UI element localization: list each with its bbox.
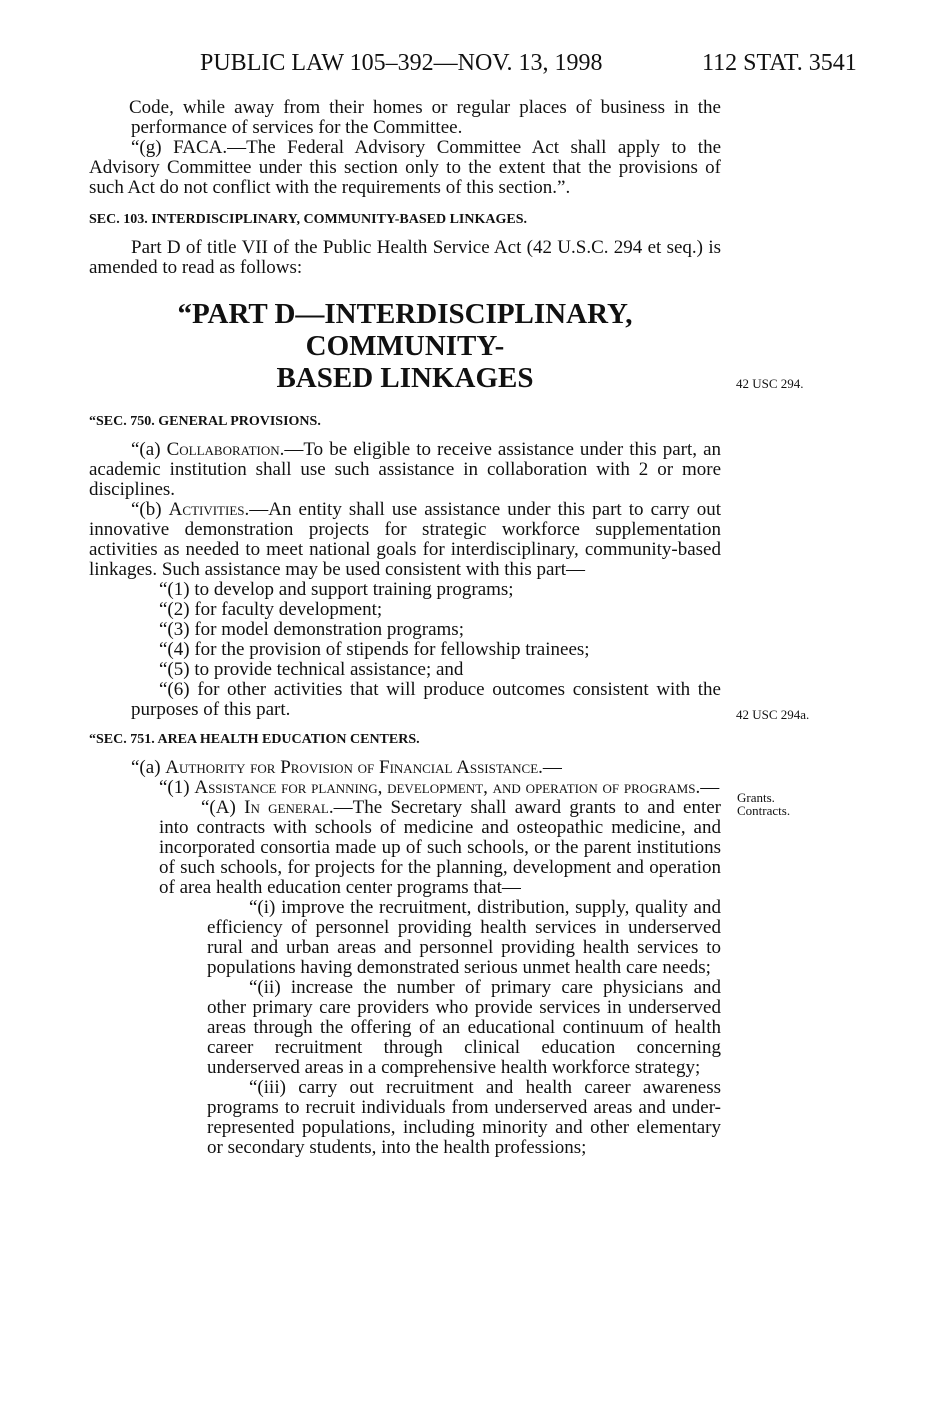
subsection-b-activities [89, 500, 721, 580]
section-103-heading: SEC. 103. INTERDISCIPLINARY, COMMUNITY-BASED LINKAGES. [89, 212, 527, 227]
list-item-4: “(4) for the provision of stipends for fellowship trainees; [159, 639, 590, 660]
subsection-label: “(b) [131, 499, 169, 520]
subparagraph-A-in-general [89, 798, 721, 898]
section-751-heading: “SEC. 751. AREA HEALTH EDUCATION CENTERS. [89, 732, 420, 747]
paragraph-continuation [89, 98, 721, 138]
paragraph-label: “(1) [159, 777, 195, 798]
part-title-line-2: BASED LINKAGES [276, 362, 534, 394]
paragraph-heading: Assistance for planning, development, and operation of programs [194, 777, 696, 798]
paragraph-dash: .— [695, 777, 720, 798]
margin-note-sec751: 42 USC 294a. [736, 707, 810, 722]
paragraph-1-assistance [89, 778, 721, 798]
subparagraph-text: .—The Secretary shall award grants to and enter into contracts with schools of medicine and osteopathic medicine, and incorporated consortia made up of such schools, or the parent institutions of such schools, for projects for the planning, development and operation of area health education center programs that— [159, 797, 722, 898]
section-750-heading: “SEC. 750. GENERAL PROVISIONS. [89, 414, 321, 429]
subsection-heading: Collaboration [166, 439, 280, 460]
subsection-heading: Authority for Provision of Financial Assistance [165, 757, 539, 778]
list-item-6: “(6) for other activities that will produce outcomes consistent with the purposes of this part. [131, 679, 721, 720]
list-item-3: “(3) for model demonstration programs; [159, 619, 464, 640]
paragraph-text: Code, while away from their homes or regular places of business in the performance of services for the Committee. [129, 97, 721, 138]
subsection-label: “(a) [131, 439, 167, 460]
list-item-1: “(1) to develop and support training programs; [159, 579, 514, 600]
list-item-5: “(5) to provide technical assistance; and [159, 659, 464, 680]
clause-i: “(i) improve the recruitment, distribution, supply, quality and efficiency of personnel providing health services in underserved rural and urban areas and personnel providing health services to populations having demonstrated serious unmet health care needs; [207, 897, 721, 978]
subsection-text: .—To be eligible to receive assistance under this part, an academic institution shall use such assistance in collaboration with 2 or more disciplines. [89, 439, 722, 500]
paragraph-amendment: Part D of title VII of the Public Health Service Act (42 U.S.C. 294 et seq.) is amended to read as follows: [89, 237, 721, 278]
margin-note-sec750: 42 USC 294. [736, 376, 804, 391]
header-title: PUBLIC LAW 105–392—NOV. 13, 1998 [200, 50, 603, 76]
clause-ii: “(ii) increase the number of primary care physicians and other primary care providers who provide services in underserved areas through the offering of an educational continuum of health career recruitment through clinical education concerning underserved areas in a comprehensive health workforce strategy; [207, 977, 721, 1078]
subparagraph-label: “(A) [201, 797, 245, 818]
part-d-title [89, 298, 721, 394]
running-header [0, 50, 947, 84]
subsection-label: “(a) [131, 757, 166, 778]
header-page-cite: 112 STAT. 3541 [702, 50, 857, 76]
margin-note-grants: Grants. [737, 790, 775, 805]
list-item-2: “(2) for faculty development; [159, 599, 383, 620]
subsection-a-authority [89, 758, 721, 778]
subsection-dash: .— [538, 757, 562, 778]
subsection-heading: Activities [168, 499, 245, 520]
subsection-text: .—An entity shall use assistance under this part to carry out innovative demonstration projects for strategic workforce supplementation activities as needed to meet national goals for interdisciplinary, community-based linkages. Such assistance may be used consistent with this part— [89, 499, 721, 580]
body-text [89, 98, 721, 1158]
clause-iii: “(iii) carry out recruitment and health career awareness programs to recruit individuals from underserved areas and under-represented populations, including minority and other elementary or secondary students, into the health professions; [207, 1077, 721, 1158]
margin-note-contracts: Contracts. [737, 803, 791, 818]
paragraph-g: “(g) FACA.—The Federal Advisory Committee Act shall apply to the Advisory Committee under this section only to the extent that the provisions of such Act do not conflict with the requirements of this section.”. [89, 137, 721, 198]
subsection-a-collaboration [89, 440, 721, 500]
subparagraph-heading: In general [244, 797, 329, 818]
part-title-line-1: “PART D—INTERDISCIPLINARY, COMMUNITY- [177, 298, 633, 362]
